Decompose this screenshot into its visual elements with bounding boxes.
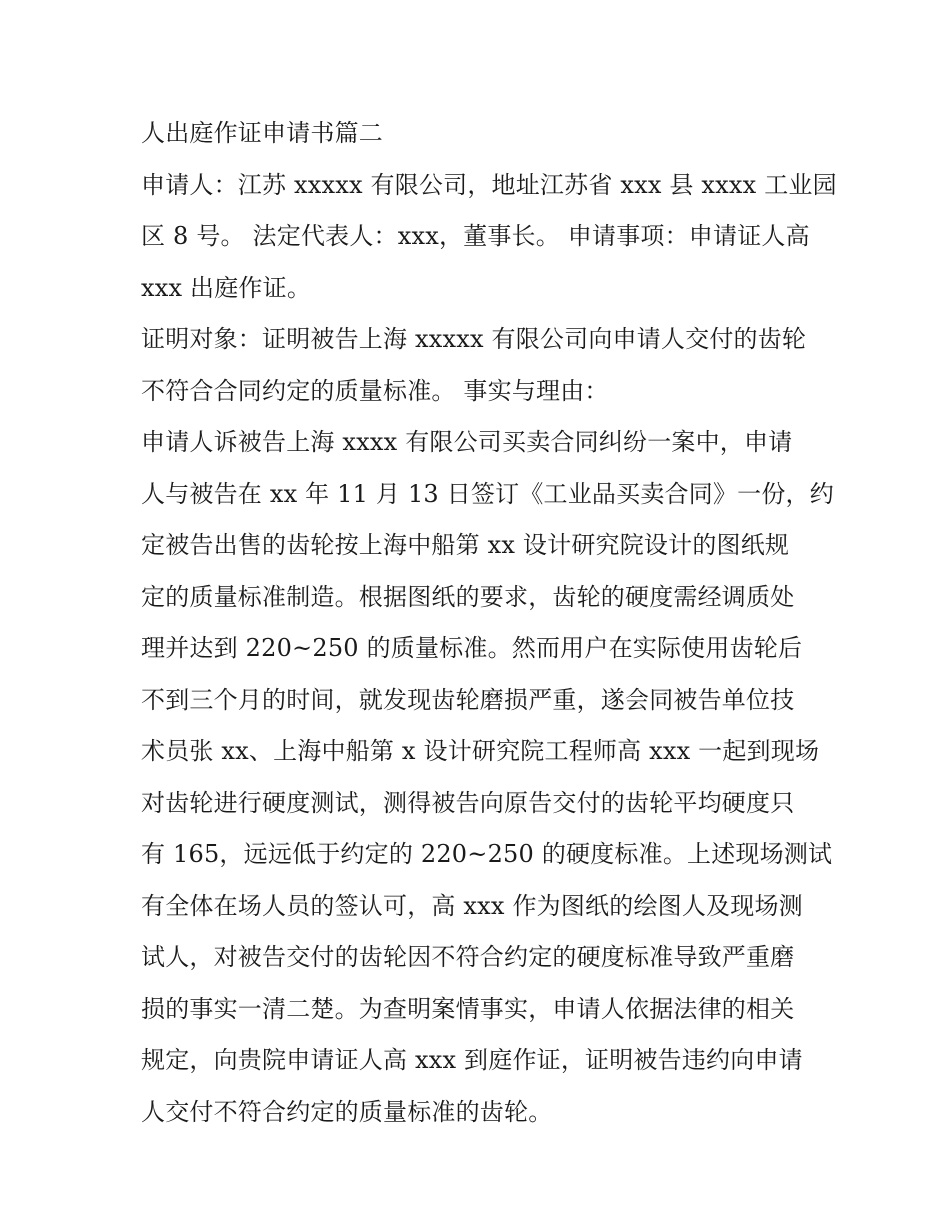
text-line: 试人，对被告交付的齿轮因不符合约定的硬度标准导致严重磨 (141, 943, 795, 971)
text-line: 人交付不符合约定的质量标准的齿轮。 (141, 1097, 553, 1126)
text-line: 损的事实一清二楚。为查明案情事实，申请人依据法律的相关 (141, 994, 795, 1023)
text-line: 不符合合同约定的质量标准。 事实与理由： (141, 376, 609, 405)
text-line: 有全体在场人员的签认可，高 xxx 作为图纸的绘图人及现场测 (141, 891, 803, 920)
text-line: 理并达到 220~250 的质量标准。然而用户在实际使用齿轮后 (141, 634, 803, 662)
text-line: 定被告出售的齿轮按上海中船第 xx 设计研究院设计的图纸规 (141, 531, 790, 559)
text-line: 不到三个月的时间，就发现齿轮磨损严重，遂会同被告单位技 (141, 685, 795, 714)
text-line: 申请人诉被告上海 xxxx 有限公司买卖合同纠纷一案中，申请 (141, 428, 793, 456)
document-title: 人出庭作证申请书篇二 (141, 119, 383, 147)
text-line: 规定，向贵院申请证人高 xxx 到庭作证，证明被告违约向申请 (141, 1046, 803, 1074)
text-line: xxx 出庭作证。 (141, 273, 312, 302)
text-line: 定的质量标准制造。根据图纸的要求，齿轮的硬度需经调质处 (141, 582, 795, 611)
text-line: 对齿轮进行硬度测试，测得被告向原告交付的齿轮平均硬度只 (141, 788, 795, 817)
text-line: 申请人：江苏 xxxxx 有限公司，地址江苏省 xxx 县 xxxx 工业园 (141, 170, 837, 199)
text-line: 人与被告在 xx 年 11 月 13 日签订《工业品买卖合同》一份，约 (141, 479, 834, 508)
text-line: 证明对象：证明被告上海 xxxxx 有限公司向申请人交付的齿轮 (141, 325, 807, 353)
document-body (141, 108, 837, 1138)
text-line: 术员张 xx、上海中船第 x 设计研究院工程师高 xxx 一起到现场 (141, 737, 820, 765)
text-line: 区 8 号。 法定代表人：xxx，董事长。 申请事项：申请证人高 (141, 222, 810, 250)
text-line: 有 165，远远低于约定的 220~250 的硬度标准。上述现场测试 (141, 840, 833, 868)
